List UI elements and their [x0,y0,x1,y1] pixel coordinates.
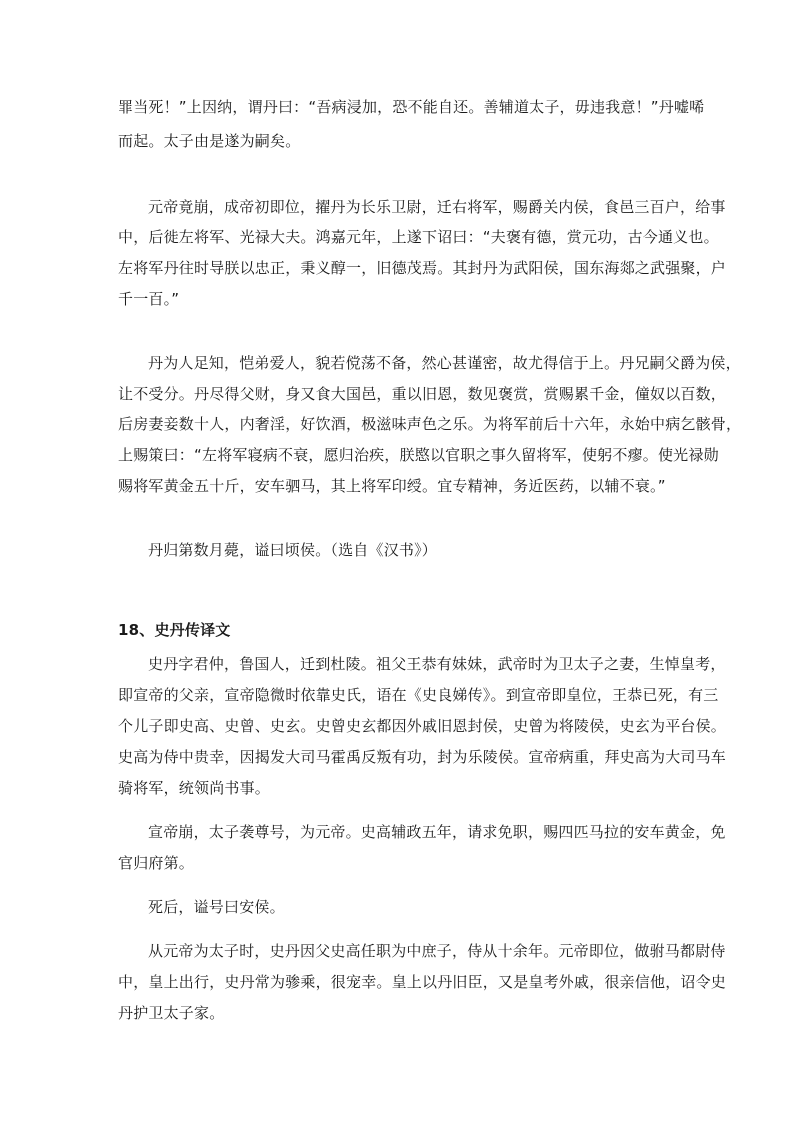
text-line: 史丹字君仲，鲁国人，迁到杜陵。祖父王恭有妹妹，武帝时为卫太子之妻，生悼皇考， [148,655,726,673]
text-line: 左将军丹往时导朕以忠正，秉义醇一，旧德茂焉。其封丹为武阳侯，国东海郯之武强聚，户 [118,259,727,277]
text-line: 宣帝崩，太子袭尊号，为元帝。史高辅政五年，请求免职，赐四匹马拉的安车黄金，免 [148,823,726,841]
text-line: 罪当死！”上因纳，谓丹曰：“吾病浸加，恐不能自还。善辅道太子，毋违我意！”丹嘘唏 [118,98,705,116]
text-line: 中，后徙左将军、光禄大夫。鸿嘉元年，上遂下诏曰：“夫褒有德，赏元功，古今通义也。 [118,228,719,246]
text-line: 丹护卫太子家。 [118,1004,225,1022]
text-line: 后房妻妾数十人，内奢淫，好饮酒，极滋味声色之乐。为将军前后十六年，永始中病乞骸骨， [118,415,742,433]
text-line: 千一百。” [118,290,180,308]
text-line: 而起。太子由是遂为嗣矣。 [118,132,301,150]
text-line: 骑将军，统领尚书事。 [118,779,271,797]
text-line: 上赐策曰：“左将军寝病不衰，愿归治疾，朕愍以官职之事久留将军，使躬不瘳。使光禄勋 [118,446,719,464]
text-line: 让不受分。丹尽得父财，身又食大国邑，重以旧恩，数见褒赏，赏赐累千金，僮奴以百数， [118,385,727,403]
text-line: 赐将军黄金五十斤，安车驷马，其上将军印绶。宜专精神，务近医药，以辅不衰。” [118,477,666,495]
text-line: 死后，谥号曰安侯。 [148,898,285,916]
text-line: 丹归第数月薨，谥曰顷侯。（选自《汉书》） [148,541,438,559]
text-line: 官归府第。 [118,854,195,872]
text-line: 元帝竟崩，成帝初即位，擢丹为长乐卫尉，迁右将军，赐爵关内侯，食邑三百户，给事 [148,198,726,216]
text-line: 丹为人足知，恺弟爱人，貌若傥荡不备，然心甚谨密，故尤得信于上。丹兄嗣父爵为侯， [148,354,741,372]
text-line: 中，皇上出行，史丹常为骖乘，很宠幸。皇上以丹旧臣，又是皇考外戚，很亲信他，诏令史 [118,973,727,991]
text-line: 即宣帝的父亲，宣帝隐微时依靠史氏，语在《史良娣传》。到宣帝即皇位，王恭已死，有三 [118,686,719,704]
text-line: 史高为侍中贵幸，因揭发大司马霍禹反叛有功，封为乐陵侯。宣帝病重，拜史高为大司马车 [118,748,727,766]
text-line: 个儿子即史高、史曾、史玄。史曾史玄都因外戚旧恩封侯，史曾为将陵侯，史玄为平台侯。 [118,717,727,735]
text-line: 从元帝为太子时，史丹因父史高任职为中庶子，侍从十余年。元帝即位，做驸马都尉侍 [148,942,726,960]
section-heading: 18、史丹传译文 [118,621,231,639]
